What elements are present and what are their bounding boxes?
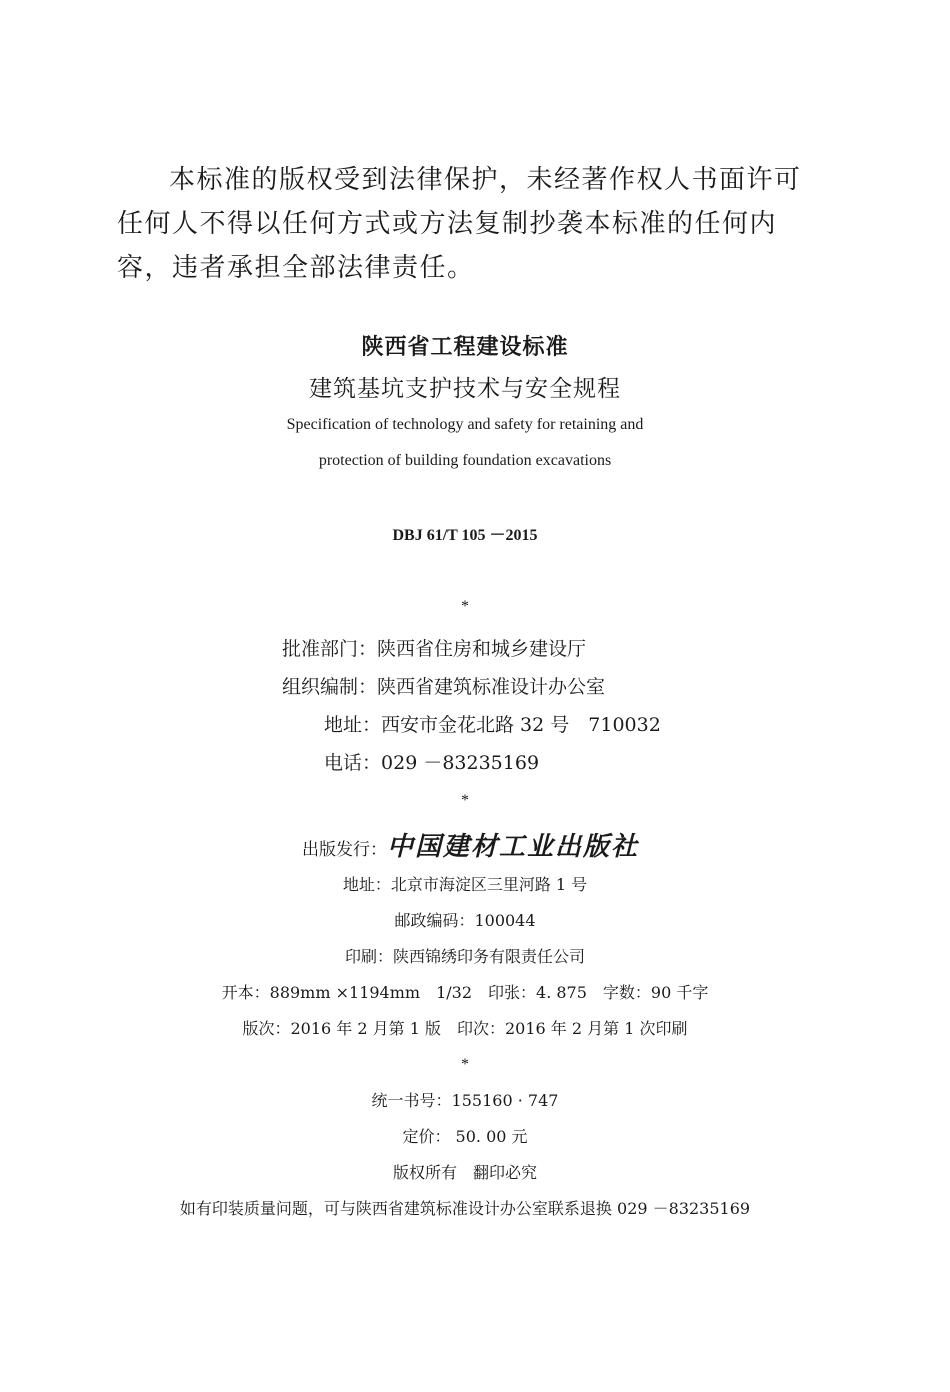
- price: 定价： 50. 00 元: [402, 1127, 528, 1146]
- edition-info: 版次：2016 年 2 月第 1 版 印次：2016 年 2 月第 1 次印刷: [242, 1019, 688, 1038]
- compile-phone-label: 电话：: [324, 752, 382, 774]
- compile-phone: [324, 748, 539, 775]
- contact-notice: 如有印装质量问题，可与陕西省建筑标准设计办公室联系退换 029 －83235169: [179, 1199, 751, 1218]
- rights-notice: 版权所有 翻印必究: [392, 1163, 537, 1182]
- separator-star-3: *: [461, 1056, 469, 1073]
- postcode: 邮政编码：100044: [394, 911, 536, 930]
- standard-title-en-line2: protection of building foundation excavations: [318, 452, 612, 469]
- copyright-notice-text: 本标准的版权受到法律保护，未经著作权人书面许可任何人不得以任何方式或方法复制抄袭本标准的任何内容，违者承担全部法律责任。: [117, 165, 802, 283]
- approve-dept-label: 批准部门：: [282, 638, 378, 660]
- book-format: 开本：889mm ×1194mm 1/32 印张：4. 875 字数：90 千字: [221, 983, 709, 1002]
- compile-phone-value: 029 －83235169: [381, 752, 540, 774]
- approve-dept: [282, 634, 586, 661]
- approve-dept-value: 陕西省住房和城乡建设厅: [377, 638, 587, 660]
- standard-title-cn: 建筑基坑支护技术与安全规程: [309, 376, 621, 402]
- compile-org-value: 陕西省建筑标准设计办公室: [377, 676, 606, 698]
- standard-category-title: 陕西省工程建设标准: [361, 335, 569, 360]
- copyright-notice: [117, 158, 817, 290]
- publisher-address: 地址：北京市海淀区三里河路 1 号: [342, 875, 588, 894]
- compile-address-label: 地址：: [324, 714, 382, 736]
- isbn: 统一书号：155160 · 747: [371, 1091, 559, 1110]
- standard-code: DBJ 61/T 105 －2015: [392, 527, 538, 544]
- standard-title-en-line1: Specification of technology and safety for retaining and: [286, 416, 644, 433]
- compile-org: [282, 672, 605, 699]
- printer: 印刷：陕西锦绣印务有限责任公司: [344, 947, 585, 966]
- publisher-line: [302, 826, 639, 863]
- compile-org-label: 组织编制：: [282, 676, 378, 698]
- compile-address: [324, 710, 661, 737]
- publisher-label: 出版发行：: [302, 840, 387, 860]
- publisher-logo: 中国建材工业出版社: [387, 832, 640, 862]
- separator-star-1: *: [461, 598, 469, 615]
- separator-star-2: *: [461, 792, 469, 809]
- compile-address-value: 西安市金花北路 32 号 710032: [381, 714, 661, 736]
